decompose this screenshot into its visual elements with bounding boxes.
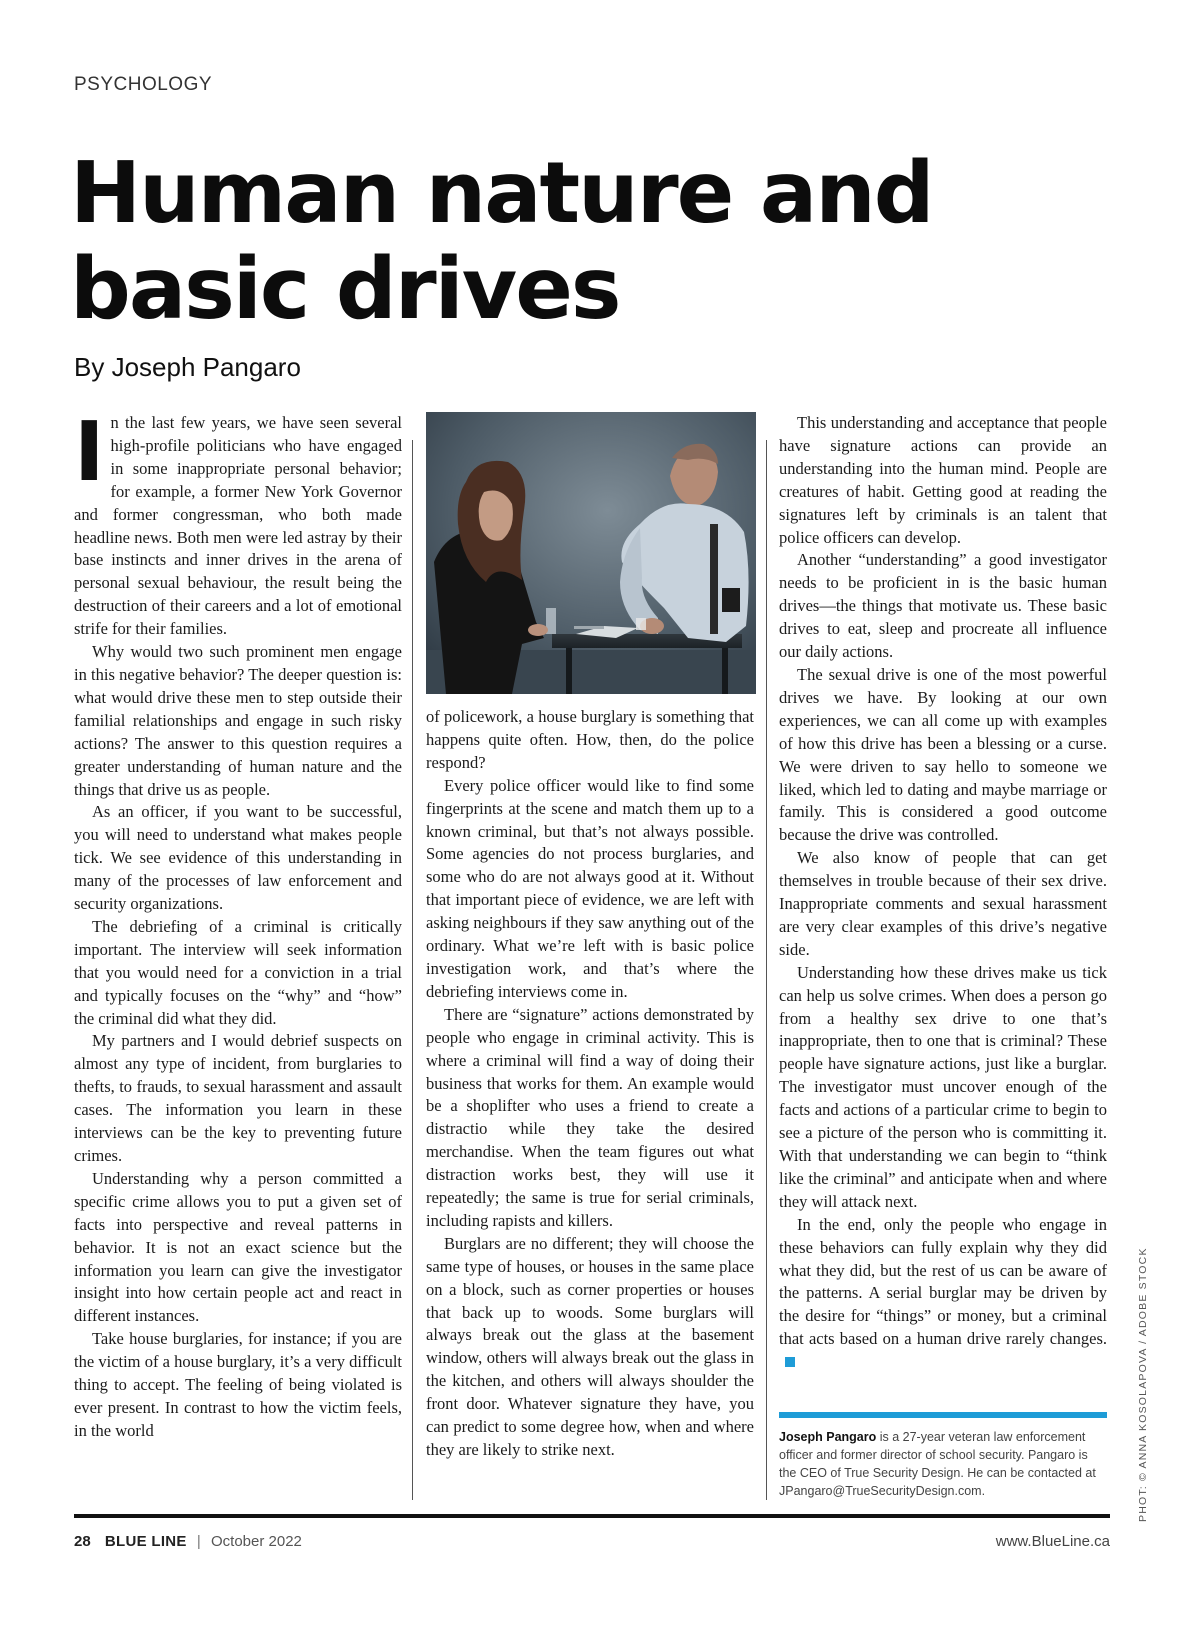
photo-credit: PHOT: © ANNA KOSOLAPOVA / ADOBE STOCK: [1137, 1247, 1149, 1522]
magazine-name: BLUE LINE: [104, 1533, 187, 1550]
article-paragraph: The sexual drive is one of the most powerful drives we have. By looking at our own experiences, we can all come up with examples of how this drive has been a blessing or a curse. We were driven to say hello to someone we liked, which led to dating and maybe marriage or family. This is considered a good outcome because the drive was controlled.: [779, 664, 1107, 845]
article-paragraph: There are “signature” actions demonstrated by people who engage in criminal activity. This is where a criminal will find a way of doing their business that works for them. An example would be a shoplifter who uses a friend to create a distractio while they take the desired merchandise. When the team figures out what distraction works best, they will use it repeatedly; the same is true for serial criminals, including rapists and killers.: [426, 1004, 754, 1230]
footer-separator: |: [196, 1533, 201, 1550]
article-paragraph: Every police officer would like to find some fingerprints at the scene and match them up to a known criminal, but that’s not always possible. Some agencies do not process burglaries, and some who do are not always good at it. Without that important piece of evidence, we are left with asking neighbours if they saw anything out of the ordinary. What we’re left with is basic police investigation work, and that’s where the debriefing interviews come in.: [426, 775, 754, 1001]
paragraph-text: n the last few years, we have seen several high-profile politicians who have engaged in some inappropriate personal behavior; for example, a former New York Governor and former congressman, who both made headline news. Both men were led astray by their base instincts and inner drives in the arena of personal sexual behaviour, the result being the destruction of their careers and a lot of emotional strife for their families.: [74, 413, 402, 639]
page-footer: [74, 1533, 1110, 1550]
author-name: Joseph Pangaro: [779, 1430, 877, 1444]
issue-date: October 2022: [210, 1533, 302, 1550]
website-link[interactable]: www.BlueLine.ca: [995, 1533, 1110, 1550]
drop-cap: I: [74, 405, 105, 500]
article-paragraph: Another “understanding” a good investigator needs to be proficient in is the basic human drives—the things that motivate us. These basic drives to eat, sleep and procreate all influence our daily actions.: [779, 550, 1107, 662]
end-mark-icon: [785, 1357, 795, 1367]
article-paragraph: Why would two such prominent men engage in this negative behavior? The deeper question is: what would drive these men to step outside their familial relationships and engage in such risky actions? The answer to this question requires a greater understanding of human nature and the things that drive us as people.: [74, 642, 402, 799]
article-paragraph: Burglars are no different; they will choose the same type of houses, or houses in the same place on a block, such as corner properties or houses that back up to woods. Some burglars will always break out the glass at the basement window, others will always break out the glass in the kitchen, and others will always shoulder the front door. Whatever signature they have, you can predict to some degree how, when and where they are likely to strike next.: [426, 1233, 754, 1459]
article-paragraph: of policework, a house burglary is something that happens quite often. How, then, do the police respond?: [426, 707, 754, 772]
paragraph-text: In the end, only the people who engage in these behaviors can fully explain why they did what they did, but the rest of us can be aware of the patterns. A serial burglar may be driven by the desire for “things” or money, but a criminal that acts based on a human drive rarely changes.: [779, 1214, 1107, 1349]
column-divider: [412, 440, 413, 1500]
article-paragraph: [74, 405, 402, 641]
article-column-1: [74, 405, 402, 1512]
article-paragraph: The debriefing of a criminal is critically important. The interview will seek information that you would need for a conviction in a trial and typically focuses on the “why” and “how” the criminal did what they did.: [74, 916, 402, 1028]
headline: Human nature and basic drives: [70, 144, 933, 339]
interrogation-photo: [426, 412, 756, 694]
article-column-2: [426, 412, 754, 1512]
page-number: 28: [74, 1533, 91, 1550]
article-paragraph: My partners and I would debrief suspects on almost any type of incident, from burglaries to thefts, to frauds, to sexual harassment and assault cases. The information you learn in these interviews can be the key to preventing future crimes.: [74, 1031, 402, 1165]
article-paragraph: As an officer, if you want to be successful, you will need to understand what makes people tick. We see evidence of this understanding in many of the processes of law enforcement and security organizations.: [74, 802, 402, 914]
article-column-3: [779, 412, 1107, 1512]
byline: By Joseph Pangaro: [74, 352, 301, 382]
author-bio-text: is a 27-year veteran law enforcement officer and former director of school security. Pangaro is the CEO of True Security Design. He can be contacted at JPangaro@TrueSecurityDesign.com.: [779, 1430, 1096, 1498]
article-paragraph: This understanding and acceptance that people have signature actions can provide an understanding into the human mind. People are creatures of habit. Getting good at reading the signatures left by criminals is an talent that police officers can develop.: [779, 413, 1107, 547]
article-paragraph: We also know of people that can get themselves in trouble because of their sex drive. Inappropriate comments and sexual harassment are very clear examples of this drive’s negative side.: [779, 848, 1107, 959]
article-paragraph: Understanding why a person committed a specific crime allows you to put a given set of facts into perspective and reveal patterns in behavior. It is not an exact science but the information you learn can give the investigator insight into how certain people act and react in different instances.: [74, 1168, 402, 1326]
footer-rule: [74, 1514, 1110, 1518]
section-label: PSYCHOLOGY: [74, 74, 213, 95]
article-paragraph: [779, 1214, 1107, 1374]
article-paragraph: Take house burglaries, for instance; if you are the victim of a house burglary, it’s a very difficult thing to accept. The feeling of being violated is ever present. In contrast to how the victim feels, in the world: [74, 1329, 402, 1440]
column-divider: [766, 440, 767, 1500]
article-paragraph: Understanding how these drives make us tick can help us solve crimes. When does a person go from a healthy sex drive to one that’s inappropriate, then to one that is criminal? These people have signature actions, just like a burglar. The investigator must uncover enough of the facts and actions of a particular crime to begin to see a picture of the person who is committing it. With that understanding we can begin to “think like the criminal” and anticipate when and where they will attack next.: [779, 962, 1107, 1211]
author-bio: [779, 1412, 1107, 1500]
